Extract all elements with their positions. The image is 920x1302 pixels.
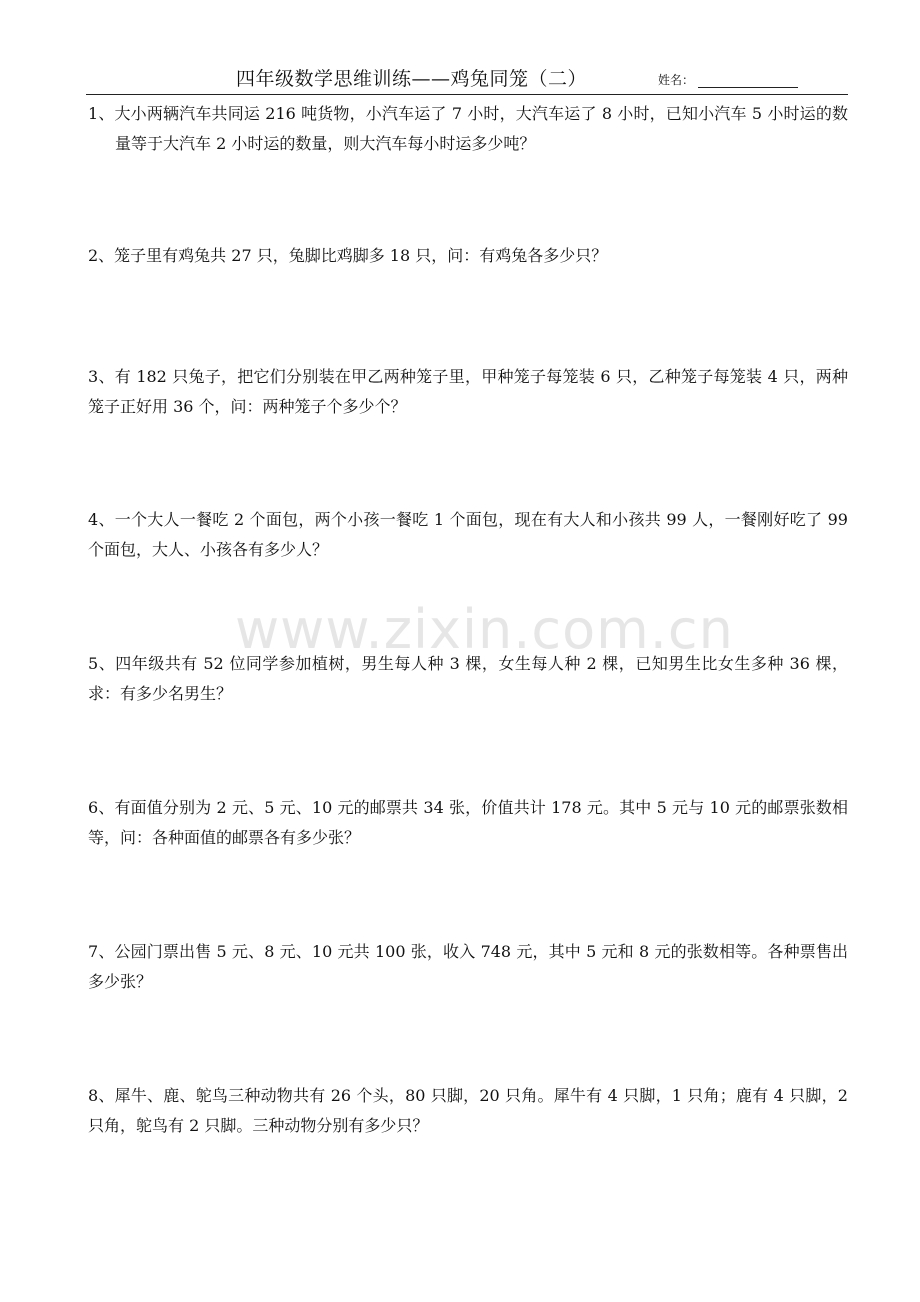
question-3-text: 3、有 182 只兔子，把它们分别装在甲乙两种笼子里，甲种笼子每笼装 6 只，乙种笼子每笼装 4 只，两种笼子正好用 36 个，问：两种笼子个多少个？ [88,367,848,416]
question-6-text: 6、有面值分别为 2 元、5 元、10 元的邮票共 34 张，价值共计 178 元。其中 5 元与 10 元的邮票张数相等，问：各种面值的邮票各有多少张？ [88,798,848,847]
question-7 [88,937,848,997]
question-7-text: 7、公园门票出售 5 元、8 元、10 元共 100 张，收入 748 元，其中 5 元和 8 元的张数相等。各种票售出多少张？ [88,942,848,991]
watermark: www.zixin.com.cn [235,598,734,661]
question-8-text: 8、犀牛、鹿、鸵鸟三种动物共有 26 个头，80 只脚，20 只角。犀牛有 4 只脚，1 只角；鹿有 4 只脚，2 只角，鸵鸟有 2 只脚。三种动物分别有多少只？ [88,1086,848,1135]
worksheet-header [86,62,848,95]
name-field [658,71,798,88]
name-label: 姓名： [658,73,695,87]
question-4-text: 4、一个大人一餐吃 2 个面包，两个小孩一餐吃 1 个面包，现在有大人和小孩共 99 人，一餐刚好吃了 99 个面包，大人、小孩各有多少人？ [88,510,848,559]
page-title: 四年级数学思维训练——鸡兔同笼（二） [236,68,588,90]
question-1 [88,99,848,159]
name-blank-line [698,75,798,88]
question-6 [88,793,848,853]
question-8 [88,1081,848,1141]
question-5 [88,649,848,709]
question-2 [88,241,848,271]
question-4 [88,505,848,565]
question-3 [88,362,848,422]
question-2-text: 2、笼子里有鸡兔共 27 只，兔脚比鸡脚多 18 只，问：有鸡兔各多少只？ [88,246,608,265]
question-1-text: 1、大小两辆汽车共同运 216 吨货物，小汽车运了 7 小时，大汽车运了 8 小时，已知小汽车 5 小时运的数量等于大汽车 2 小时运的数量，则大汽车每小时运多少吨？ [88,104,848,153]
question-5-text: 5、四年级共有 52 位同学参加植树，男生每人种 3 棵，女生每人种 2 棵，已知男生比女生多种 36 棵，求：有多少名男生？ [88,654,848,703]
